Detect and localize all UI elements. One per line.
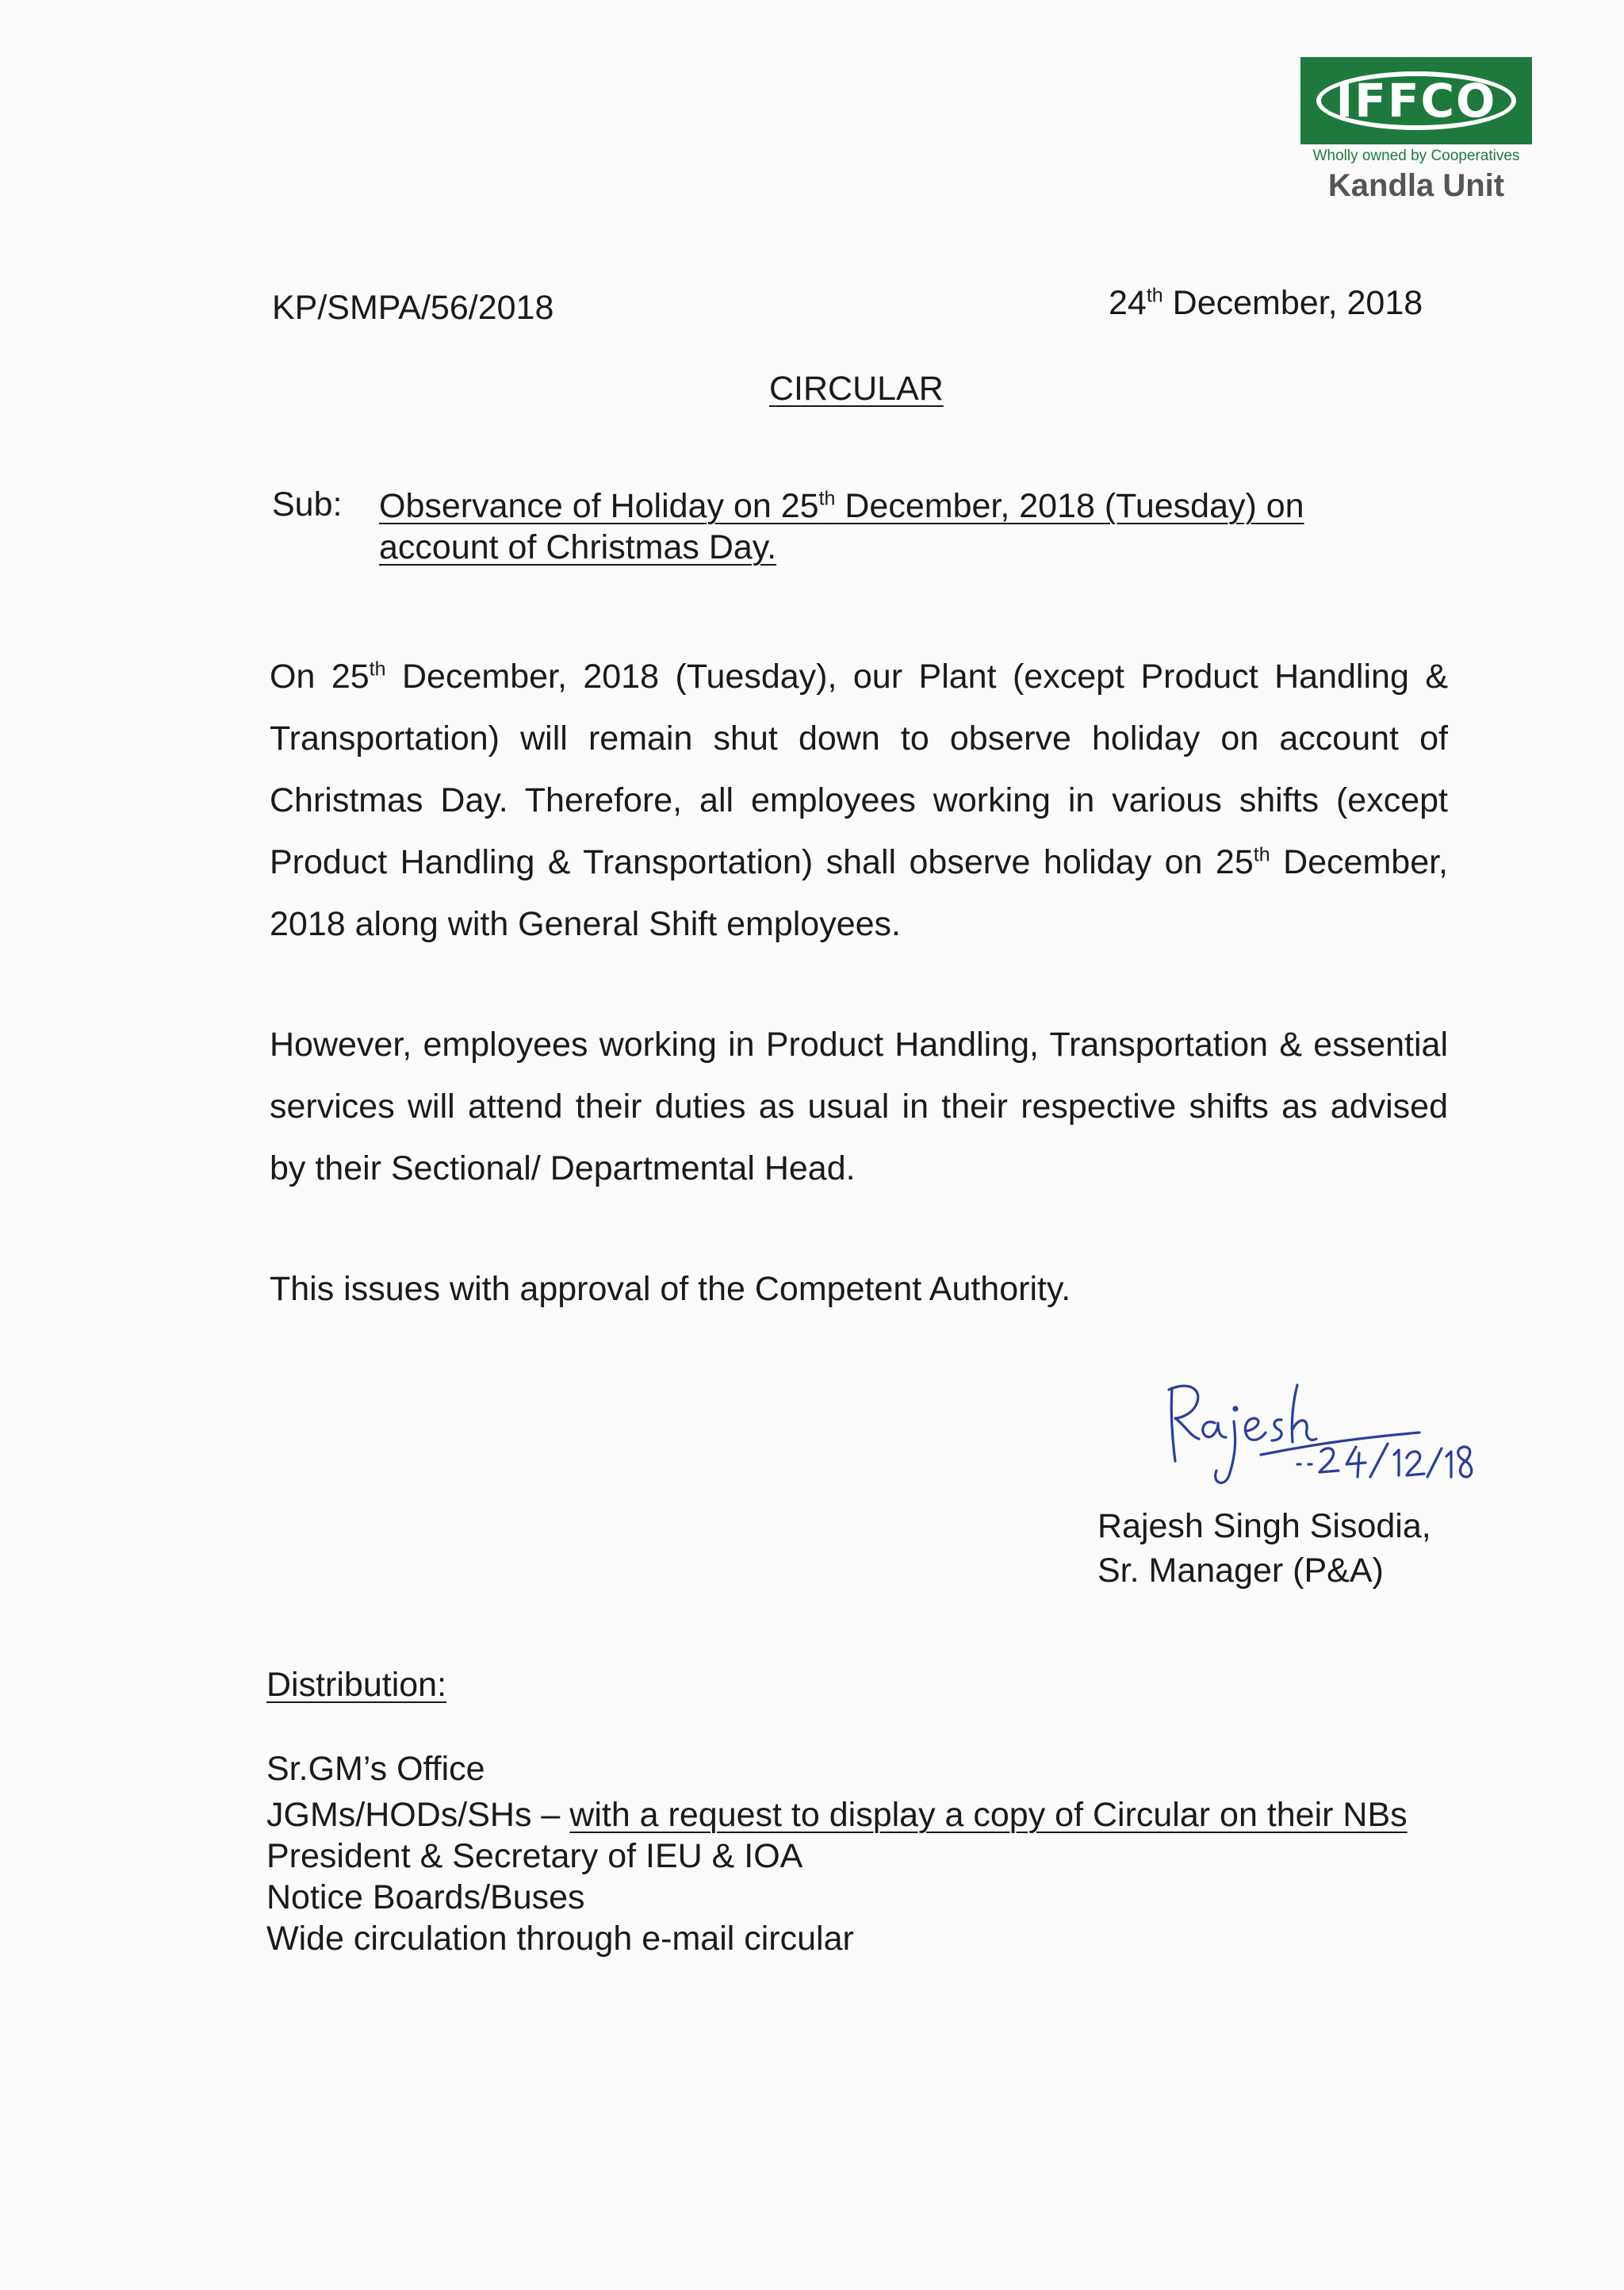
- subject-line-1: Observance of Holiday on 25th December, 2018 (Tuesday) on: [379, 487, 1304, 525]
- subject-line-2: account of Christmas Day.: [379, 528, 777, 566]
- paragraph-1: On 25th December, 2018 (Tuesday), our Plant (except Product Handling & Transportation) will remain shut down to observe holiday on account of Christmas Day. Therefore, all employees working in various shifts (except Product Handling & Transportation) shall observe holiday on 25th December, 2018 along with General Shift employees.: [270, 658, 1449, 943]
- distribution-heading: Distribution:: [266, 1666, 447, 1704]
- iffco-logo: [1300, 57, 1532, 144]
- logo-text: IFFCO: [1335, 74, 1497, 128]
- distribution-item: JGMs/HODs/SHs – with a request to display a copy of Circular on their NBs: [266, 1796, 1408, 1834]
- distribution-item: President & Secretary of IEU & IOA: [266, 1837, 803, 1875]
- paragraph-3: This issues with approval of the Competent Authority.: [270, 1270, 1071, 1308]
- signatory-designation: Sr. Manager (P&A): [1097, 1552, 1384, 1590]
- distribution-item: Sr.GM’s Office: [266, 1750, 485, 1788]
- unit-name: Kandla Unit: [1327, 168, 1505, 203]
- circular-date: 24th December, 2018: [1109, 284, 1423, 322]
- distribution-note: with a request to display a copy of Circular on their NBs: [569, 1796, 1408, 1834]
- paragraph-2: However, employees working in Product Handling, Transportation & essential services will attend their duties as usual in their respective shifts as advised by their Sectional/ Departmental Head.: [270, 1026, 1448, 1187]
- distribution-item: Notice Boards/Buses: [266, 1878, 585, 1916]
- handwritten-signature: [1158, 1372, 1475, 1507]
- signatory-name: Rajesh Singh Sisodia,: [1097, 1507, 1431, 1545]
- page-title: CIRCULAR: [769, 370, 944, 408]
- logo-tagline: Wholly owned by Cooperatives: [1312, 148, 1520, 164]
- distribution-item: Wide circulation through e-mail circular: [266, 1920, 854, 1958]
- subject-label: Sub:: [272, 485, 343, 524]
- reference-number: KP/SMPA/56/2018: [272, 289, 554, 327]
